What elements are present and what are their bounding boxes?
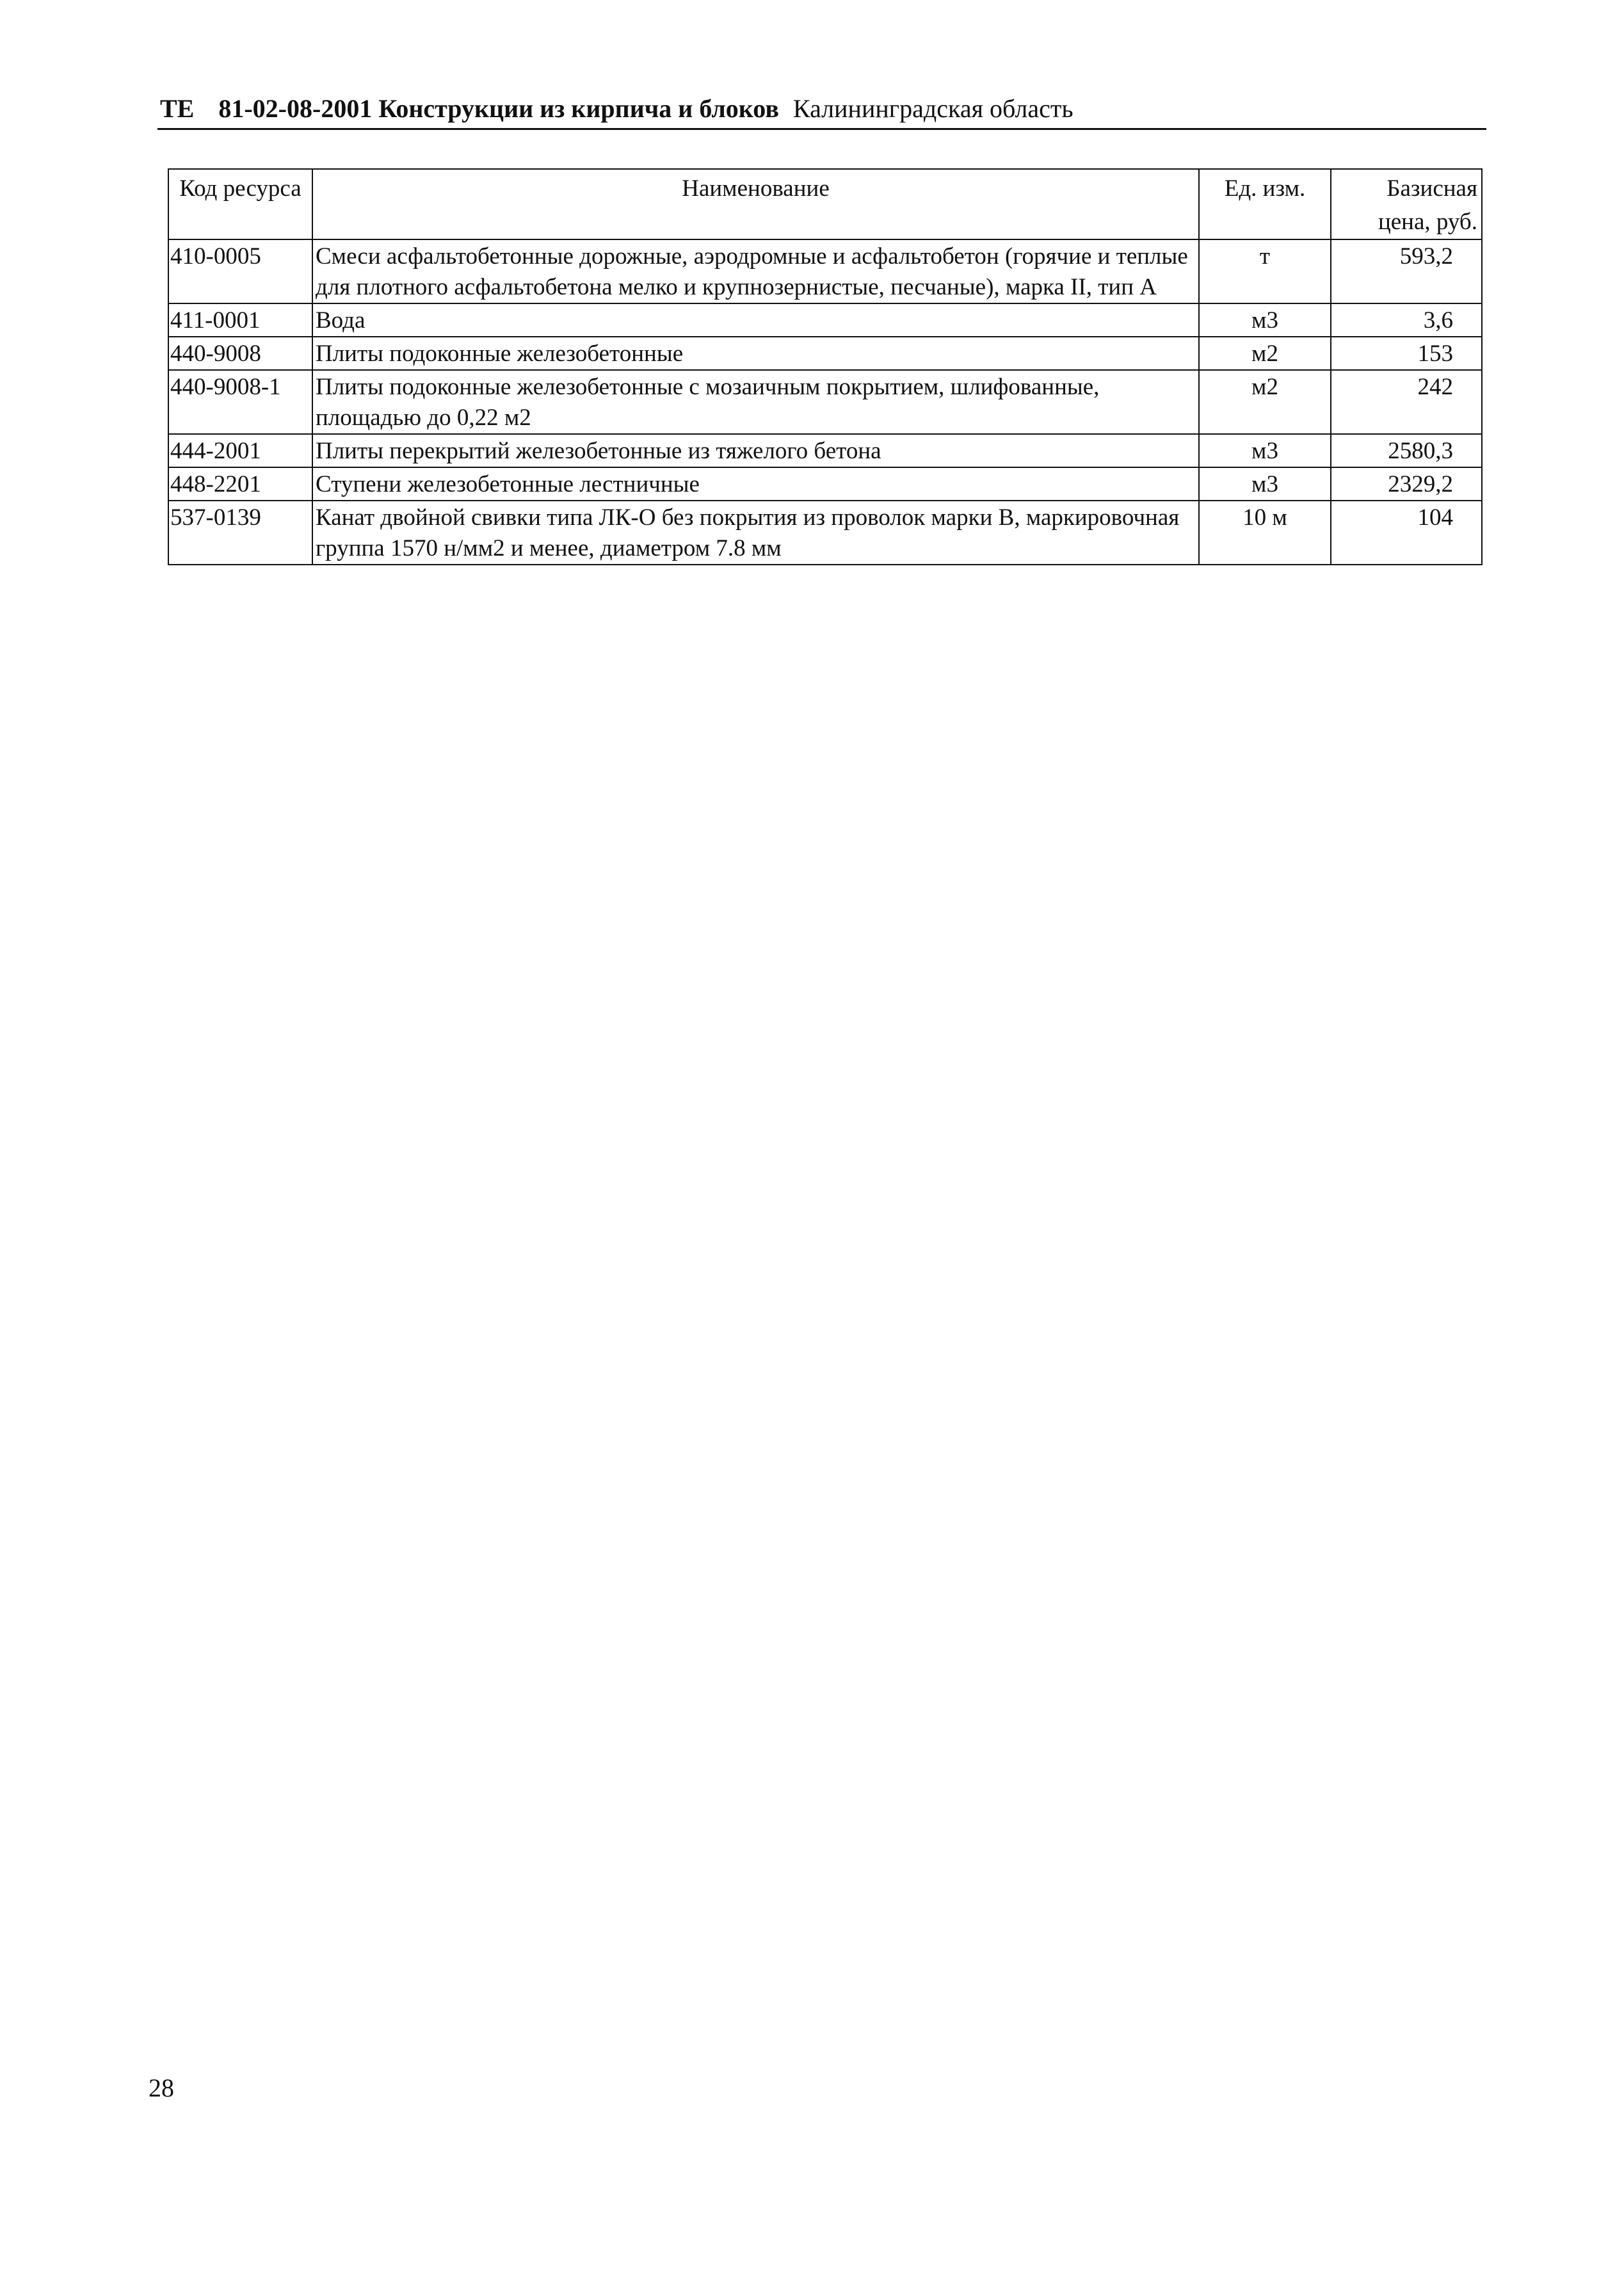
page-number: 28: [149, 2073, 174, 2102]
header-region: Калининградская область: [792, 94, 1073, 123]
cell-code: 411-0001: [168, 303, 312, 337]
cell-name: Ступени железобетонные лестничные: [312, 467, 1199, 501]
cell-price: 3,6: [1331, 303, 1482, 337]
cell-name: Смеси асфальтобетонные дорожные, аэродромные и асфальтобетон (горячие и теплые для плотного асфальтобетона мелко и крупнозернистые, песчаные), марка II, тип А: [312, 239, 1199, 303]
cell-unit: м2: [1199, 370, 1331, 434]
cell-unit: 10 м: [1199, 501, 1331, 565]
header-title: Конструкции из кирпича и блоков: [378, 94, 779, 123]
table-header-row: [168, 169, 1482, 239]
cell-unit: м3: [1199, 467, 1331, 501]
table-row: [168, 239, 1482, 303]
cell-code: 440-9008: [168, 337, 312, 370]
cell-name: Плиты перекрытий железобетонные из тяжелого бетона: [312, 434, 1199, 467]
cell-name: Канат двойной свивки типа ЛК-О без покрытия из проволок марки В, маркировочная группа 1570 н/мм2 и менее, диаметром 7.8 мм: [312, 501, 1199, 565]
cell-name: Плиты подоконные железобетонные: [312, 337, 1199, 370]
cell-price: 242: [1331, 370, 1482, 434]
header-rule: [157, 128, 1486, 130]
cell-name: Вода: [312, 303, 1199, 337]
column-header-price: Базисная цена, руб.: [1331, 169, 1482, 239]
cell-unit: м3: [1199, 434, 1331, 467]
cell-price: 593,2: [1331, 239, 1482, 303]
table-row: [168, 467, 1482, 501]
column-header-name: Наименование: [312, 169, 1199, 239]
header-series: ТЕ: [160, 94, 195, 123]
resource-price-table: [168, 168, 1483, 565]
cell-price: 104: [1331, 501, 1482, 565]
cell-unit: м3: [1199, 303, 1331, 337]
page-header: [160, 90, 1485, 128]
cell-code: 537-0139: [168, 501, 312, 565]
table-row: [168, 337, 1482, 370]
table-row: [168, 434, 1482, 467]
cell-name: Плиты подоконные железобетонные с мозаичным покрытием, шлифованные, площадью до 0,22 м2: [312, 370, 1199, 434]
cell-unit: м2: [1199, 337, 1331, 370]
cell-price: 2329,2: [1331, 467, 1482, 501]
cell-code: 448-2201: [168, 467, 312, 501]
column-header-code: Код ресурса: [168, 169, 312, 239]
table-row: [168, 370, 1482, 434]
cell-unit: т: [1199, 239, 1331, 303]
cell-code: 410-0005: [168, 239, 312, 303]
cell-price: 153: [1331, 337, 1482, 370]
cell-price: 2580,3: [1331, 434, 1482, 467]
table-row: [168, 501, 1482, 565]
cell-code: 440-9008-1: [168, 370, 312, 434]
cell-code: 444-2001: [168, 434, 312, 467]
column-header-unit: Ед. изм.: [1199, 169, 1331, 239]
table-row: [168, 303, 1482, 337]
header-code: 81-02-08-2001: [218, 94, 373, 123]
